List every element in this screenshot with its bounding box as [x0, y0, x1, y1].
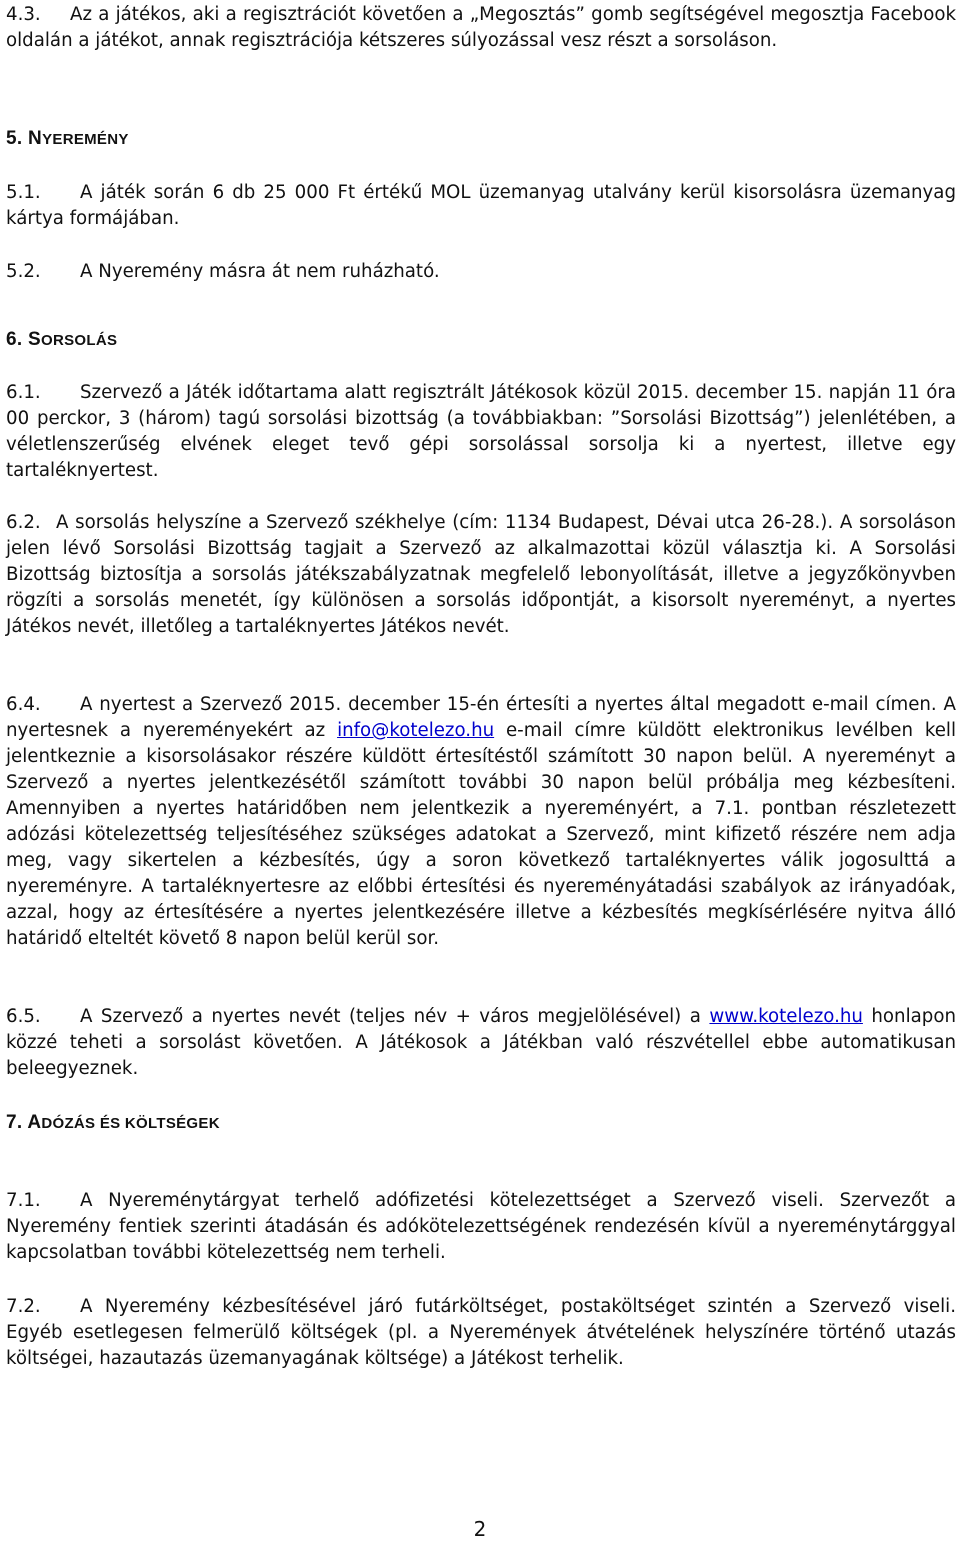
paragraph-text-a: A nyertest a Szervező 2015. december 15-én értesíti a nyertes által megadott e-mail címen. A nyertesnek a nyereményekért az — [6, 694, 956, 741]
page-number: 2 — [473, 1517, 487, 1541]
paragraph-text: Szervező a Játék időtartama alatt regisztrált Játékosok közül 2015. december 15. napján 11 óra 00 perckor, 3 (három) tagú sorsolási bizottság (a továbbiakban: ”Sorsolási Bizottság”) jelenlétében, a véletlenszerűség elvének eleget tevő gépi sorsolással sorsolja ki a nyertest, illetve egy tartaléknyertest. — [6, 382, 956, 481]
section-heading-5 — [6, 126, 129, 153]
email-link[interactable]: info@kotelezo.hu — [337, 720, 495, 741]
heading-initial: S — [28, 329, 42, 350]
paragraph-7-2 — [6, 1294, 956, 1372]
paragraph-6-4 — [6, 692, 956, 952]
paragraph-number: 6.4. — [6, 694, 41, 715]
heading-number: 7. — [6, 1112, 23, 1133]
paragraph-5-1 — [6, 180, 956, 232]
paragraph-number: 5.2. — [6, 261, 41, 282]
paragraph-text-b: e-mail címre küldött elektronikus levélben kell jelentkeznie a kisorsolásakor részére küldött értesítéstől számított 30 napon belül. A nyereményt a Szervező a nyertes jelentkezésétől számított további 30 napon belül próbálja meg kézbesíteni. Amennyiben a nyertes határidőben nem jelentkezik a nyereményért, a 7.1. pontban részletezett adózási kötelezettség teljesítéséhez szükséges adatokat a Szervező, mint kifizető részére nem adja meg, vagy sikertelen a kézbesítés, úgy a soron következő tartaléknyertes válik jogosulttá a nyereményre. A tartaléknyertesre az előbbi értesítési és nyereményátadási szabályok az irányadóak, azzal, hogy az értesítésére a nyertes jelentkezésére illetve a kézbesítés megkísérlésére nyitva álló határidő elteltét követő 8 napon belül kerül sor. — [6, 720, 957, 949]
heading-number: 6. — [6, 329, 23, 350]
paragraph-text: Az a játékos, aki a regisztrációt követően a „Megosztás” gomb segítségével megosztja Facebook oldalán a játékot, annak regisztrációja kétszeres súlyozással vesz részt a sorsoláson. — [6, 4, 956, 51]
heading-rest: YEREMÉNY — [42, 131, 129, 148]
paragraph-5-2 — [6, 259, 956, 285]
paragraph-text: A Nyereménytárgyat terhelő adófizetési kötelezettséget a Szervező viseli. Szervezőt a Nyeremény fentiek szerinti átadásán és adókötelezettségének rendezésén kívül a nyereménytárggyal kapcsolatban további kötelezettség nem terheli. — [6, 1190, 956, 1263]
paragraph-text-b: honlapon közzé teheti a sorsolást követően. A Játékosok a Játékban való részvétellel ebbe automatikusan beleegyeznek. — [6, 1006, 956, 1079]
paragraph-6-1 — [6, 380, 956, 484]
heading-number: 5. — [6, 128, 23, 149]
paragraph-7-1 — [6, 1188, 956, 1266]
paragraph-text: A sorsolás helyszíne a Szervező székhelye (cím: 1134 Budapest, Dévai utca 26-28.). A sorsoláson jelen lévő Sorsolási Bizottság tagjait a Szervező az alkalmazottai közül választja ki. A Sorsolási Bizottság biztosítja a sorsolás játékszabályzatnak megfelelő lebonyolítását, illetve a jegyzőkönyvben rögzíti a sorsolás menetét, így különösen a sorsolás időpontját, a kisorsolt nyereményt, a nyertes Játékos nevét, illetőleg a tartaléknyertes Játékos nevét. — [6, 512, 956, 637]
paragraph-text: A Nyeremény kézbesítésével járó futárköltséget, postaköltséget szintén a Szervező viseli. Egyéb esetlegesen felmerülő költségek (pl. a Nyeremények átvételének helyszínére történő utazás költségei, hazautazás üzemanyagának költsége) a Játékost terhelik. — [6, 1296, 956, 1369]
section-heading-7 — [6, 1110, 220, 1137]
website-link[interactable]: www.kotelezo.hu — [709, 1006, 863, 1027]
paragraph-number: 6.5. — [6, 1006, 41, 1027]
heading-rest: DÓZÁS ÉS KÖLTSÉGEK — [41, 1115, 220, 1132]
paragraph-number: 7.1. — [6, 1190, 41, 1211]
section-heading-6 — [6, 327, 117, 354]
heading-rest: ORSOLÁS — [41, 332, 118, 349]
paragraph-number: 6.1. — [6, 382, 41, 403]
paragraph-6-5 — [6, 1004, 956, 1082]
paragraph-4-3 — [6, 2, 956, 54]
heading-initial: N — [28, 128, 43, 149]
paragraph-text: A játék során 6 db 25 000 Ft értékű MOL üzemanyag utalvány kerül kisorsolásra üzemanyag kártya formájában. — [6, 182, 956, 229]
heading-initial: A — [27, 1112, 42, 1133]
paragraph-text-a: A Szervező a nyertes nevét (teljes név + város megjelölésével) a — [80, 1006, 701, 1027]
paragraph-number: 4.3. — [6, 4, 41, 25]
paragraph-number: 5.1. — [6, 182, 41, 203]
paragraph-text: A Nyeremény másra át nem ruházható. — [80, 261, 440, 282]
paragraph-6-2 — [6, 510, 956, 640]
paragraph-number: 7.2. — [6, 1296, 41, 1317]
paragraph-number: 6.2. — [6, 512, 41, 533]
